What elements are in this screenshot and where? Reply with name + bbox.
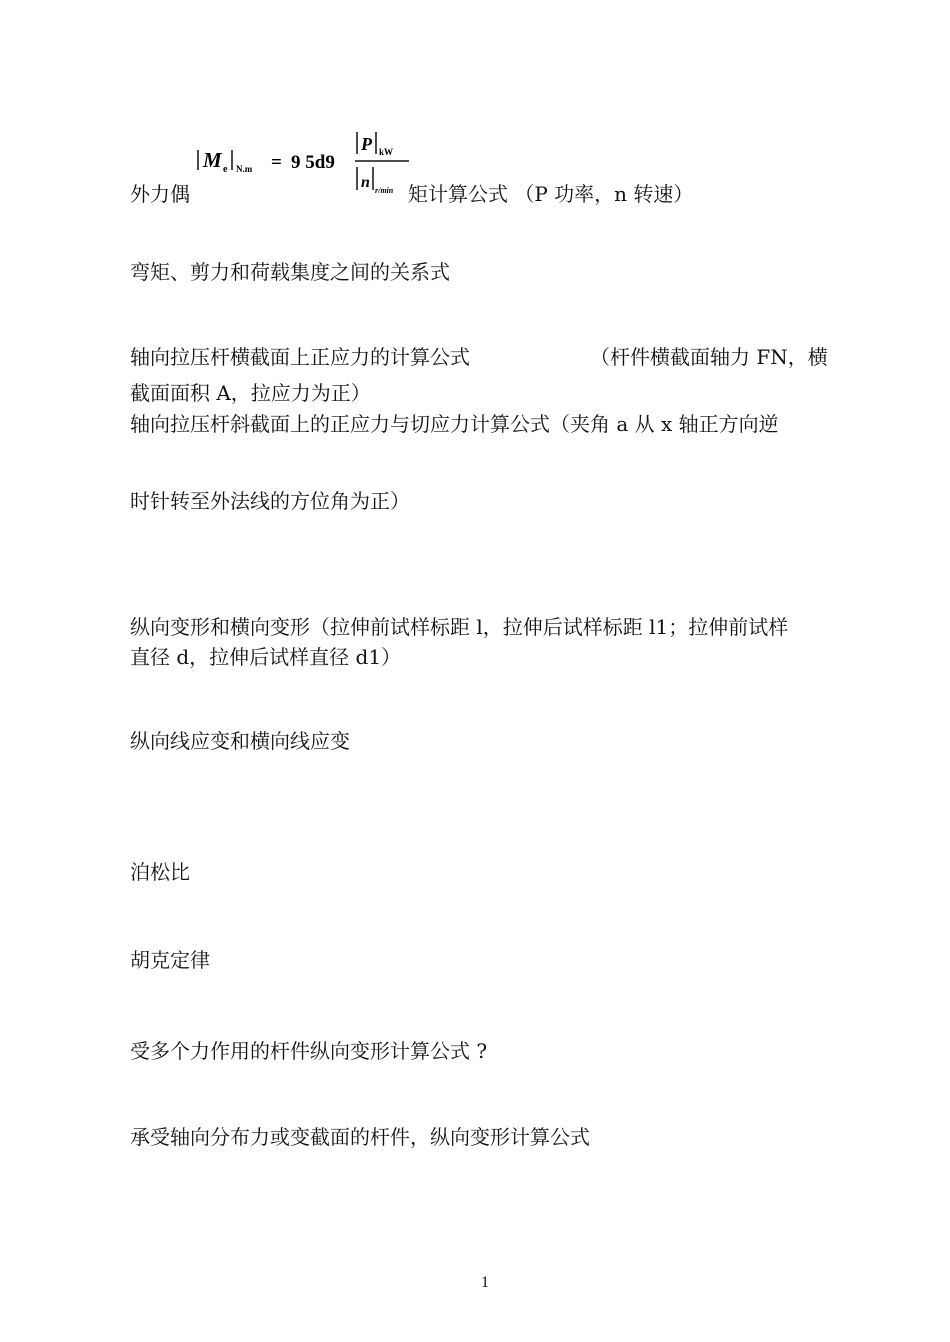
paragraph-normal-stress-c: 截面面积 A，拉应力为正） xyxy=(130,381,371,405)
paragraph-oblique-b: 时针转至外法线的方位角为正） xyxy=(130,489,410,513)
formula-p: P xyxy=(361,134,372,154)
formula-unit-kw: kW xyxy=(379,147,394,157)
formula-m: M xyxy=(203,148,222,172)
formula-equals: = xyxy=(271,152,282,173)
torque-suffix: 矩计算公式 （P 功率，n 转速） xyxy=(408,182,694,206)
paragraph-torque xyxy=(130,182,693,206)
paragraph-deformation-b: 直径 d，拉伸后试样直径 d1） xyxy=(130,645,402,669)
paragraph-oblique-a: 轴向拉压杆斜截面上的正应力与切应力计算公式（夹角 a 从 x 轴正方向逆 xyxy=(130,412,779,436)
formula-n: n xyxy=(361,174,370,191)
page-number: 1 xyxy=(481,1274,489,1291)
formula-coefficient: 9 5d9 xyxy=(291,152,335,173)
formula-unit-rmin: r/min xyxy=(375,186,394,195)
torque-prefix: 外力偶 xyxy=(130,182,190,206)
paragraph-poisson: 泊松比 xyxy=(130,860,190,884)
paragraph-deformation-a: 纵向变形和横向变形（拉伸前试样标距 l，拉伸后试样标距 l1；拉伸前试样 xyxy=(130,615,789,639)
paragraph-distributed: 承受轴向分布力或变截面的杆件，纵向变形计算公式 xyxy=(130,1125,590,1149)
paragraph-strain: 纵向线应变和横向线应变 xyxy=(130,729,350,753)
paragraph-normal-stress-b: （杆件横截面轴力 FN，横 xyxy=(590,345,828,369)
formula-unit-nm: N.m xyxy=(236,164,253,174)
paragraph-hooke: 胡克定律 xyxy=(130,948,210,972)
paragraph-normal-stress-a: 轴向拉压杆横截面上正应力的计算公式 xyxy=(130,345,470,369)
paragraph-moment-shear: 弯矩、剪力和荷载集度之间的关系式 xyxy=(130,260,450,284)
formula-sub-e: e xyxy=(223,164,228,175)
paragraph-multi-force: 受多个力作用的杆件纵向变形计算公式 ? xyxy=(130,1039,488,1063)
